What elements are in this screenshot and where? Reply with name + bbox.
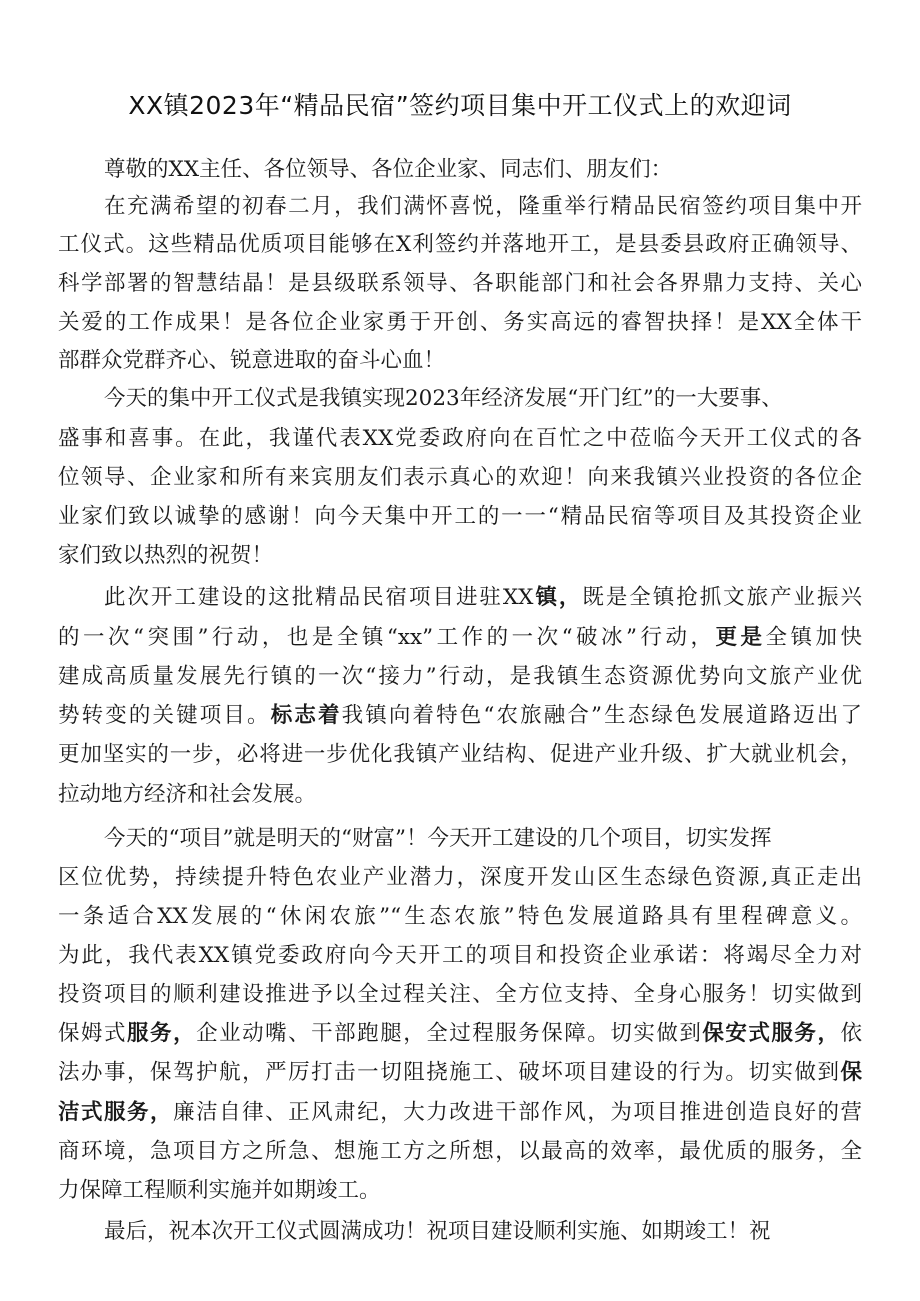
text-segment: 建成高质量发展先行镇的一次“接力”行动，是我镇生态资源优势向文旅产业优 <box>58 664 862 689</box>
text-segment: 业家们致以诚挚的感谢！向今天集中开工的一一“精品民宿等项目及其投资企业 <box>58 504 862 529</box>
document-title: XX镇2023年“精品民宿”签约项目集中开工仪式上的欢迎词 <box>128 91 792 120</box>
text-line <box>58 499 862 535</box>
text-segment: 廉洁自律、正风肃纪，大力改进干部作风，为项目推进创造良好的营 <box>173 1100 862 1125</box>
bold-text-segment: 镇， <box>533 585 583 610</box>
text-segment: 更加坚实的一步，必将进一步优化我镇产业结构、促进产业升级、扩大就业机会， <box>58 742 862 767</box>
text-line <box>58 1173 862 1209</box>
text-segment: 全镇加快 <box>765 625 862 650</box>
text-line <box>104 821 862 857</box>
text-line <box>58 1016 862 1052</box>
text-line <box>58 659 862 695</box>
text-line <box>58 698 862 734</box>
text-segment: 区位优势，持续提升特色农业产业潜力，深度开发山区生态绿色资源,真正走出 <box>58 865 862 890</box>
text-line <box>58 620 862 656</box>
bold-text-segment: 保安式服务， <box>702 1021 841 1046</box>
text-segment: 拉动地方经济和社会发展。 <box>58 782 317 807</box>
text-line <box>58 977 862 1013</box>
bold-text-segment: 更是 <box>715 625 766 650</box>
text-segment: 盛事和喜事。在此，我谨代表XX党委政府向在百忙之中莅临今天开工仪式的各 <box>58 426 862 451</box>
text-segment: 位领导、企业家和所有来宾朋友们表示真心的欢迎！向来我镇兴业投资的各位企 <box>58 465 862 490</box>
text-segment: 的一次“突围”行动，也是全镇“xx”工作的一次“破冰”行动， <box>58 625 716 650</box>
text-segment: 家们致以热烈的祝贺！ <box>58 543 274 568</box>
text-segment: 势转变的关键项目。 <box>58 703 271 728</box>
text-segment: 保姆式 <box>58 1021 128 1046</box>
text-segment: 在充满希望的初春二月，我们满怀喜悦，隆重举行精品民宿签约项目集中开 <box>104 194 862 219</box>
text-segment: 部群众党群齐心、锐意进取的奋斗心血！ <box>58 348 446 373</box>
bold-text-segment: 保 <box>840 1060 862 1085</box>
text-segment: 尊敬的XX主任、各位领导、各位企业家、同志们、朋友们： <box>104 157 673 182</box>
text-segment: 依 <box>840 1021 862 1046</box>
text-segment: 今天的集中开工仪式是我镇实现2023年经济发展“开门红”的一大要事、 <box>104 386 783 411</box>
text-segment: 力保障工程顺利实施并如期竣工。 <box>58 1178 381 1203</box>
bold-text-segment: 洁式服务， <box>58 1100 174 1125</box>
text-line <box>58 737 862 773</box>
text-line <box>58 1134 862 1170</box>
text-line <box>58 421 862 457</box>
text-segment: 最后，祝本次开工仪式圆满成功！祝项目建设顺利实施、如期竣工！祝 <box>104 1219 771 1244</box>
text-line <box>104 189 862 225</box>
text-line <box>58 1055 862 1091</box>
text-line <box>58 460 862 496</box>
text-segment: 法办事，保驾护航，严厉打击一切阻挠施工、破坏项目建设的行为。切实做到 <box>58 1060 841 1085</box>
text-segment: 既是全镇抢抓文旅产业振兴 <box>582 585 862 610</box>
text-line <box>104 580 862 616</box>
text-line <box>58 227 862 263</box>
text-segment: 科学部署的智慧结晶！是县级联系领导、各职能部门和社会各界鼎力支持、关心 <box>58 271 862 296</box>
text-segment: 我镇向着特色“农旅融合”生态绿色发展道路迈出了 <box>341 703 862 728</box>
text-segment: 为此，我代表XX镇党委政府向今天开工的项目和投资企业承诺：将竭尽全力对 <box>58 943 862 968</box>
text-line <box>58 860 862 896</box>
text-segment: 商环境，急项目方之所急、想施工方之所想，以最高的效率，最优质的服务，全 <box>58 1139 862 1164</box>
text-segment: 一条适合XX发展的“休闲农旅”“生态农旅”特色发展道路具有里程碑意义。 <box>58 904 862 929</box>
text-line <box>58 266 862 302</box>
bold-text-segment: 服务， <box>127 1021 197 1046</box>
bold-text-segment: 标志着 <box>270 703 342 728</box>
text-segment: 关爱的工作成果！是各位企业家勇于开创、务实高远的睿智抉择！是XX全体干 <box>58 310 862 335</box>
text-segment: 此次开工建设的这批精品民宿项目进驻XX <box>104 585 534 610</box>
text-line <box>58 538 862 574</box>
text-segment: 投资项目的顺利建设推进予以全过程关注、全方位支持、全身心服务！切实做到 <box>58 982 862 1007</box>
text-line <box>104 1214 862 1250</box>
text-line <box>104 381 862 417</box>
text-segment: 企业动嘴、干部跑腿，全过程服务保障。切实做到 <box>196 1021 703 1046</box>
text-line <box>58 899 862 935</box>
text-line <box>58 777 862 813</box>
text-segment: 今天的“项目”就是明天的“财富”！今天开工建设的几个项目，切实发挥 <box>104 826 772 851</box>
text-line <box>58 305 862 341</box>
text-line <box>58 938 862 974</box>
text-line <box>58 1095 862 1131</box>
text-segment: 工仪式。这些精品优质项目能够在X利签约并落地开工，是县委县政府正确领导、 <box>58 232 862 257</box>
text-line <box>104 152 862 188</box>
text-line <box>58 343 862 379</box>
